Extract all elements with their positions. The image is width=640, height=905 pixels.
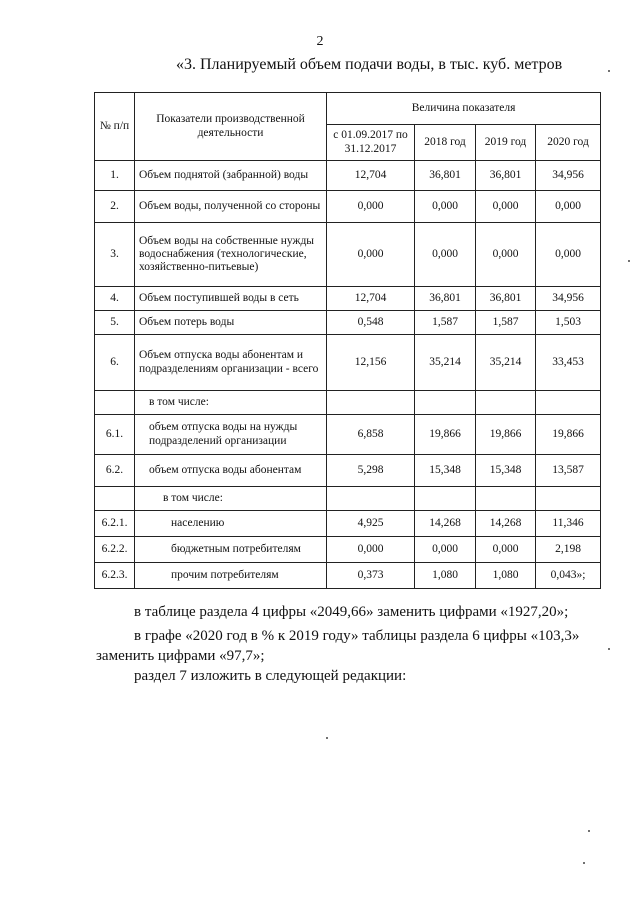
row-value: 36,801 — [415, 287, 476, 311]
row-value: 12,704 — [327, 287, 415, 311]
page-number: 2 — [316, 34, 324, 49]
row-name: Объем поступившей воды в сеть — [135, 287, 327, 311]
table-row — [95, 161, 601, 191]
row-num: 6.2.2. — [95, 537, 135, 563]
header-period-4: 2020 год — [536, 125, 601, 161]
amendment-paragraph-3: раздел 7 изложить в следующей редакции: — [134, 668, 407, 684]
row-name: Объем воды на собственные нужды водоснабжения (технологические, хозяйственно-питьевые) — [135, 223, 327, 287]
row-value: 0,000 — [415, 191, 476, 223]
row-name: Объем поднятой (забранной) воды — [135, 161, 327, 191]
row-value — [476, 487, 536, 511]
row-name: населению — [135, 511, 327, 537]
scan-speck — [628, 260, 630, 262]
row-num: 6.2.3. — [95, 563, 135, 589]
row-value: 0,548 — [327, 311, 415, 335]
row-value: 4,925 — [327, 511, 415, 537]
row-num — [95, 487, 135, 511]
row-value: 36,801 — [415, 161, 476, 191]
table-row — [95, 563, 601, 589]
row-name: бюджетным потребителям — [135, 537, 327, 563]
row-value: 33,453 — [536, 335, 601, 391]
row-value: 0,000 — [476, 537, 536, 563]
row-value: 1,080 — [415, 563, 476, 589]
row-value: 0,043»; — [536, 563, 601, 589]
header-indicator: Показатели производственной деятельности — [135, 93, 327, 161]
row-value: 1,587 — [476, 311, 536, 335]
row-value: 1,080 — [476, 563, 536, 589]
header-period-3: 2019 год — [476, 125, 536, 161]
row-value: 19,866 — [536, 415, 601, 455]
row-name: объем отпуска воды на нужды подразделений организации — [135, 415, 327, 455]
row-value: 13,587 — [536, 455, 601, 487]
row-name: объем отпуска воды абонентам — [135, 455, 327, 487]
row-num: 5. — [95, 311, 135, 335]
row-value — [536, 391, 601, 415]
table-row — [95, 487, 601, 511]
row-value: 19,866 — [476, 415, 536, 455]
row-value: 0,000 — [476, 191, 536, 223]
row-num: 6.1. — [95, 415, 135, 455]
row-value: 0,000 — [327, 223, 415, 287]
row-value — [415, 487, 476, 511]
table-row — [95, 511, 601, 537]
row-value: 0,000 — [415, 223, 476, 287]
row-num: 2. — [95, 191, 135, 223]
table-row — [95, 391, 601, 415]
row-value: 0,000 — [327, 537, 415, 563]
amendment-paragraph-1: в таблице раздела 4 цифры «2049,66» заменить цифрами «1927,20»; — [134, 604, 569, 620]
row-value: 2,198 — [536, 537, 601, 563]
table-row — [95, 537, 601, 563]
row-num: 6. — [95, 335, 135, 391]
header-value-group: Величина показателя — [327, 93, 601, 125]
header-num: № п/п — [95, 93, 135, 161]
row-value: 6,858 — [327, 415, 415, 455]
row-value: 36,801 — [476, 287, 536, 311]
row-num: 1. — [95, 161, 135, 191]
row-name: Объем потерь воды — [135, 311, 327, 335]
row-num: 6.2.1. — [95, 511, 135, 537]
row-value: 19,866 — [415, 415, 476, 455]
table-row — [95, 191, 601, 223]
amendment-paragraph-2: в графе «2020 год в % к 2019 году» таблицы раздела 6 цифры «103,3» — [134, 628, 580, 644]
row-value: 34,956 — [536, 287, 601, 311]
row-value: 34,956 — [536, 161, 601, 191]
row-value: 36,801 — [476, 161, 536, 191]
row-name: прочим потребителям — [135, 563, 327, 589]
row-value: 11,346 — [536, 511, 601, 537]
row-num: 6.2. — [95, 455, 135, 487]
row-value: 35,214 — [476, 335, 536, 391]
row-num: 4. — [95, 287, 135, 311]
table-row — [95, 415, 601, 455]
table-row — [95, 287, 601, 311]
row-value: 14,268 — [476, 511, 536, 537]
table-row — [95, 311, 601, 335]
scan-speck — [588, 830, 590, 832]
header-period-2: 2018 год — [415, 125, 476, 161]
row-value: 15,348 — [415, 455, 476, 487]
row-value: 0,000 — [536, 191, 601, 223]
row-value — [415, 391, 476, 415]
scan-speck — [608, 70, 610, 72]
row-value — [536, 487, 601, 511]
section-heading: «3. Планируемый объем подачи воды, в тыс. куб. метров — [176, 56, 563, 73]
row-value: 35,214 — [415, 335, 476, 391]
scan-speck — [326, 737, 328, 739]
amendment-paragraph-2-continued: заменить цифрами «97,7»; — [96, 648, 265, 664]
row-value: 1,587 — [415, 311, 476, 335]
row-num — [95, 391, 135, 415]
row-value: 15,348 — [476, 455, 536, 487]
row-name: в том числе: — [135, 391, 327, 415]
row-value — [476, 391, 536, 415]
row-value — [327, 487, 415, 511]
water-supply-table — [94, 92, 601, 589]
row-value: 12,704 — [327, 161, 415, 191]
row-name: Объем отпуска воды абонентам и подразделениям организации - всего — [135, 335, 327, 391]
row-value: 5,298 — [327, 455, 415, 487]
header-period-1: с 01.09.2017 по 31.12.2017 — [327, 125, 415, 161]
row-value: 1,503 — [536, 311, 601, 335]
row-name: Объем воды, полученной со стороны — [135, 191, 327, 223]
row-value — [327, 391, 415, 415]
row-value: 0,000 — [476, 223, 536, 287]
row-value: 14,268 — [415, 511, 476, 537]
scan-speck — [583, 862, 585, 864]
table-row — [95, 455, 601, 487]
table-row — [95, 335, 601, 391]
row-value: 0,000 — [536, 223, 601, 287]
row-value: 0,000 — [415, 537, 476, 563]
row-num: 3. — [95, 223, 135, 287]
row-name: в том числе: — [135, 487, 327, 511]
scan-speck — [608, 648, 610, 650]
row-value: 0,000 — [327, 191, 415, 223]
table-row — [95, 223, 601, 287]
row-value: 12,156 — [327, 335, 415, 391]
row-value: 0,373 — [327, 563, 415, 589]
